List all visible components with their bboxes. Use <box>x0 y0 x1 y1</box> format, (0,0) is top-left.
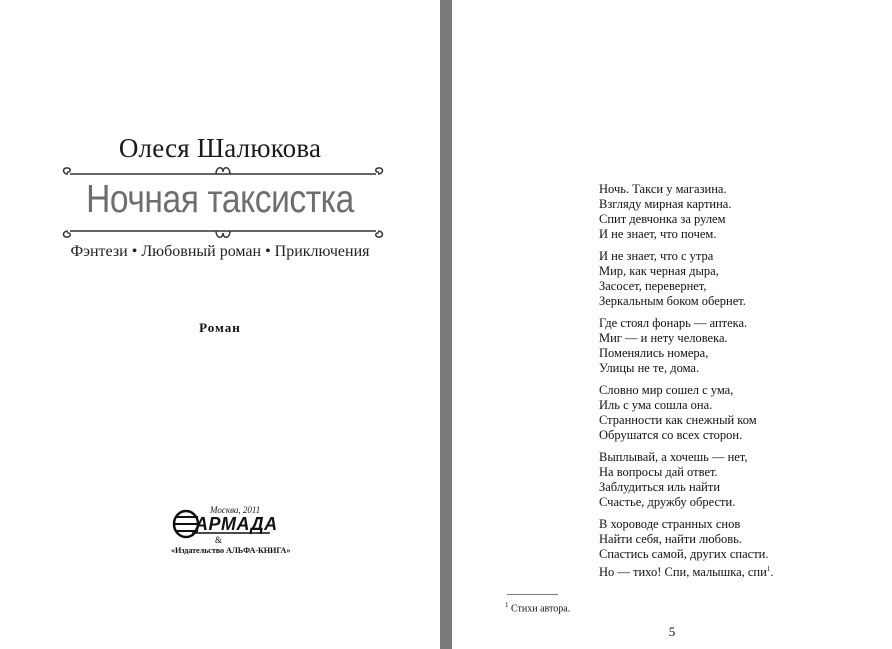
footnote-mark: 1 <box>505 601 509 609</box>
poem-line: И не знает, что с утра <box>599 249 714 263</box>
poem-line: Странности как снежный ком <box>599 413 757 427</box>
poem-line: Но — тихо! Спи, малышка, спи <box>599 565 767 580</box>
publisher-subtitle: «Издательство АЛЬФА-КНИГА» <box>171 546 291 555</box>
poem-line: Спастись самой, других спасти. <box>599 547 769 561</box>
poem-line: Найти себя, найти любовь. <box>599 532 742 546</box>
poem-line: Иль с ума сошла она. <box>599 398 713 412</box>
publisher-ampersand: & <box>215 535 223 545</box>
poem-line: Заблудиться иль найти <box>599 480 721 494</box>
poem-line: На вопросы дай ответ. <box>599 465 718 479</box>
poem-line: Улицы не те, дома. <box>599 361 700 375</box>
poem-line: Миг — и нету человека. <box>599 331 728 345</box>
poem <box>599 182 773 587</box>
ornament-top-rule <box>60 162 386 178</box>
footnote-ref: 1 <box>766 565 771 573</box>
footnote-text: Стихи автора. <box>511 603 571 615</box>
poem-stanza <box>599 450 773 510</box>
poem-stanza <box>599 517 773 580</box>
publisher-city-year: Москва, 2011 <box>210 505 261 515</box>
poem-line: Счастье, дружбу обрести. <box>599 495 736 509</box>
right-page <box>452 0 892 649</box>
footnote-divider <box>507 594 558 595</box>
poem-stanza <box>599 316 773 376</box>
genre-line: Фэнтези • Любовный роман • Приключения <box>70 243 370 260</box>
author-name: Олеся Шалюкова <box>118 133 322 163</box>
poem-line: Обрушатся со всех сторон. <box>599 428 743 442</box>
ornament-bottom-rule <box>60 227 386 243</box>
poem-line: Взгляду мирная картина. <box>599 197 732 211</box>
poem-stanza <box>599 383 773 443</box>
poem-line: Мир, как черная дыра, <box>599 264 719 278</box>
publisher-logo-text: АРМАДА <box>195 514 278 534</box>
poem-line: Зеркальным боком обернет. <box>599 294 746 308</box>
poem-line: Где стоял фонарь — аптека. <box>599 316 748 330</box>
page-number: 5 <box>668 624 676 639</box>
poem-line: И не знает, что почем. <box>599 227 717 241</box>
page-gutter <box>440 0 452 649</box>
poem-stanza <box>599 182 773 242</box>
poem-line: Засосет, перевернет, <box>599 279 707 293</box>
poem-stanza <box>599 249 773 309</box>
poem-last-line: Но — тихо! Спи, малышка, спи$^1$. <box>599 565 774 580</box>
left-page <box>0 0 440 649</box>
book-title: Ночная таксистка <box>86 178 354 221</box>
poem-line: Выплывай, а хочешь — нет, <box>599 450 748 464</box>
poem-line: Словно мир сошел с ума, <box>599 383 734 397</box>
poem-line: Поменялись номера, <box>599 346 709 360</box>
poem-line: Спит девчонка за рулем <box>599 212 726 226</box>
footnote <box>505 601 570 614</box>
book-type-label: Роман <box>199 320 241 335</box>
poem-line: В хороводе странных снов <box>599 517 741 531</box>
poem-line: Ночь. Такси у магазина. <box>599 182 727 196</box>
